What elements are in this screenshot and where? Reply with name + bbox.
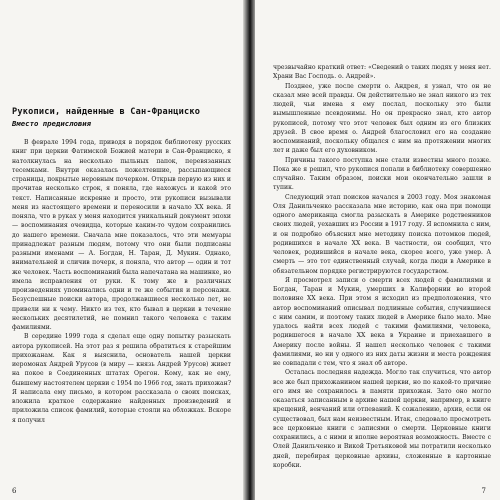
page-number-left: 6	[12, 487, 17, 495]
paragraph: В феврале 1994 года, приводя в порядок библиотеку русских книг при церкви Фатимской Божией матери в Сан-Франциско, я натолкнулась на несколько пыльных папок, перевязанных тесемками. Внутри оказалась пожелтевшие, рассыпающиеся страницы, покрытые неровным почерком. Открыв первую из них и прочитав несколько строк, я поняла, где нахожусь и какой это текст. Написанные искренне и просто, эти рукописи вызывали меня из настоящего времени и переносили в начало XX века. Я поняла, что в руках у меня находится уникальный документ эпохи — воспоминания очевидца, которые каким-то чудом сохранились до нашего времени. Сначала мне показалось, что эти мемуары принадлежат разным людям, потому что они были подписаны разными именами — А. Богдан, Н. Таран, Д. Мукин. Однако, внимательней и сличив почерк, я поняла, что автор — один и тот же человек. Часть воспоминаний была напечатана на машинке, но имела исправления от руки. К тому же в различных произведениях упоминались одни и те же события и персонажи. Безуспешные поиски автора, продолжавшиеся несколько лет, не привели ни к чему. Никто из тех, кто бывал в церкви в течение нескольких десятилетий, не помнил такого человека с таким фамилиями.	[12, 139, 231, 331]
paragraph: Позднее, уже после смерти о. Андрея, я узнал, что он не сказал мне всей правды. Он действительно не знал никого из тех людей, чьи имена я ему послал, поскольку это были вымышленные псевдонимы. Но он прекрасно знал, кто автор рукописей, потому что этот человек был одним из его близких друзей. В свое время о. Андрей благословил его на создание воспоминаний, поскольку общался с ним на протяжении многих лет и даже был его духовником.	[273, 82, 491, 155]
left-body-text	[12, 138, 231, 425]
paragraph: Я просмотрел записи о смерти всех людей с фамилиями и Богдан, Таран и Мукин, умерших в Калифорнии во второй половине ХХ века. При этом я исходил из предположения, что автор воспоминаний описывал подлинные события, случившиеся с ним самим, и поэтому таких людей в Америке было мало. Мне удалось найти всех людей с такими фамилиями, человека, родившегося в начале ХХ века в Украине и приехавшего в Америку после войны. Я нашел несколько человек с такими фамилиями, но ни у одного из них даты жизни и места рождения не совпадали с тем, что я знал об авторе.	[273, 276, 491, 367]
right-body-text	[273, 63, 491, 470]
page-number-right: 7	[481, 487, 486, 495]
preface-heading	[12, 106, 232, 129]
left-page	[0, 0, 245, 500]
paragraph: Следующий этап поисков начался в 2003 году. Моя знакомая Оля Данильченко рассказала мне историю, как она при помощи одного американца смогла разыскать в Америке родственников своих людей, уехавших из России в 1917 году. Я вспомнила с ним, и он подробно объяснил мне методику поиска потомков людей, родившихся в начале ХХ века. В частности, он сообщил, что человек, родившийся в начале века, скорее всего, уже умер. А смерть — это тот единственный случай, когда люди в Америке в обязательном порядке регистрируются государством.	[273, 193, 491, 275]
chapter-subtitle: Вместо предисловия	[12, 119, 92, 128]
paragraph: чрезвычайно краткий ответ: «Сведений о таких людях у меня нет. Храни Вас Господь. о. Андрей».	[273, 64, 491, 81]
paragraph: Осталась последняя надежда. Могло так случиться, что автор все же был прихожанином нашей церкви, но по какой-то причине его имя не сохранилось в памяти прихожан. Зато оно могло оказаться записанным в архиве нашей церкви, например, в книге крещений, венчаний или отпеваний. К сожалению, архив, если он существовал, был нам неизвестным. Итак, следовало просмотреть все церковные книги с записями о смерти. Церковные книги сохранились, а с ними и вполне вероятная возможность. Вместе с Олей Данильченко и Викой Третьяковой мы потратили несколько дней, перебирая церковные архивы, сложенные в картонные коробки.	[273, 369, 491, 469]
chapter-title: Рукописи, найденные в Сан-Франциско	[12, 107, 201, 117]
right-page	[255, 0, 500, 500]
paragraph: В середине 1999 года я сделал еще одну попытку разыскать автора рукописей. На этот раз я решила обратиться к старейшим прихожанам. Как я выяснила, основатель нашей церкви иеромонах Андрей Урусов (в миру — князь Андрей Урусов) живет на покое в Соединенных штатах Орегон. Кому, как не ему, бывшему настоятелем церкви с 1954 по 1966 год, знать прихожан? Я написала ему письмо, в котором рассказала о своих поисках, вложила краткое содержание найденных произведений и приложила список фамилий, которые стояли на обложках. Вскоре я получил	[12, 333, 232, 424]
paragraph: Причины такого поступка мне стали известны много позже. Пока же я решил, что рукопися попали в библиотеку совершенно случайно. Таким образом, поиски мои окончательно зашли в тупик.	[273, 156, 491, 192]
